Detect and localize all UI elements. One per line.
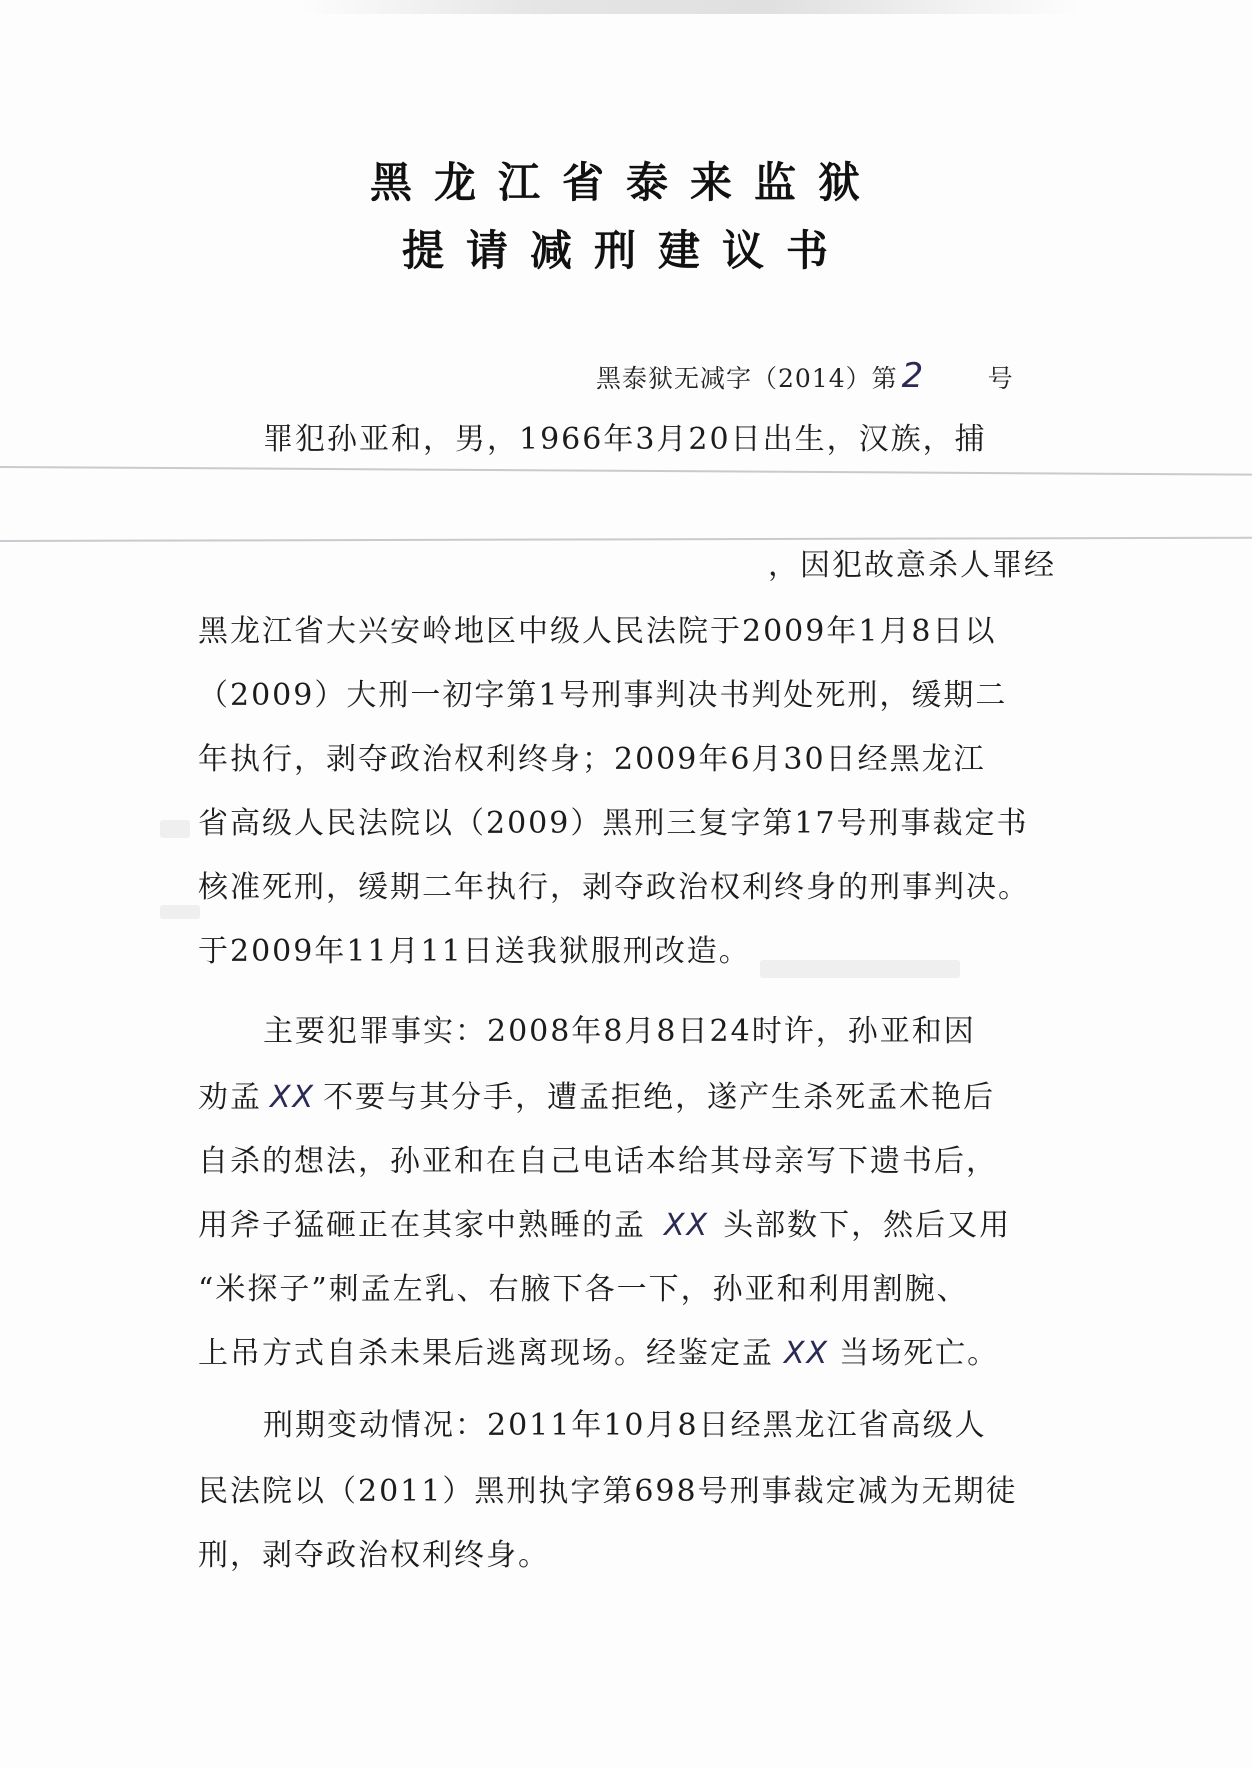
document-title-line1: 黑龙江省泰来监狱 bbox=[369, 158, 882, 207]
fold-line bbox=[0, 537, 1252, 542]
document-number-prefix: 黑泰狱无减字（2014）第 bbox=[596, 364, 898, 393]
paragraph-line: 省高级人民法院以（2009）黑刑三复字第17号刑事裁定书 bbox=[198, 806, 1029, 841]
redacted-name-handwritten: XX bbox=[784, 1336, 830, 1371]
facts-line bbox=[198, 1078, 1028, 1118]
facts-text: 头部数下，然后又用 bbox=[723, 1208, 1012, 1243]
facts-line: 主要犯罪事实：2008年8月8日24时许，孙亚和因 bbox=[263, 1014, 976, 1049]
scan-smudge bbox=[160, 820, 190, 838]
facts-text: 上吊方式自杀未果后逃离现场。经鉴定孟 bbox=[198, 1336, 774, 1371]
sentence-change-line: 刑期变动情况：2011年10月8日经黑龙江省高级人 bbox=[263, 1408, 987, 1443]
facts-line bbox=[198, 1206, 1028, 1246]
facts-line bbox=[198, 1334, 1028, 1374]
paragraph-fragment: ，因犯故意杀人罪经 bbox=[768, 548, 1056, 583]
facts-text: 当场死亡。 bbox=[839, 1336, 1000, 1371]
paragraph-intro: 罪犯孙亚和，男，1966年3月20日出生，汉族，捕 bbox=[263, 422, 987, 457]
facts-line: “米探子”刺孟左乳、右腋下各一下，孙亚和利用割腕、 bbox=[198, 1272, 969, 1307]
document-number bbox=[596, 356, 1014, 396]
document-number-handwritten: 2 bbox=[901, 356, 925, 396]
document-number-suffix: 号 bbox=[987, 364, 1014, 393]
paragraph-line: 黑龙江省大兴安岭地区中级人民法院于2009年1月8日以 bbox=[198, 614, 997, 649]
fold-line bbox=[0, 466, 1252, 476]
paragraph-line: 核准死刑，缓期二年执行，剥夺政治权利终身的刑事判决。 bbox=[198, 870, 1030, 905]
facts-text: 不要与其分手，遭孟拒绝，遂产生杀死孟术艳后 bbox=[323, 1080, 996, 1115]
paragraph-line: 于2009年11月11日送我狱服刑改造。 bbox=[198, 934, 751, 969]
sentence-change-line: 民法院以（2011）黑刑执字第698号刑事裁定减为无期徒 bbox=[198, 1474, 1018, 1509]
redacted-name-handwritten: XX bbox=[270, 1080, 316, 1115]
document-title-line2: 提请减刑建议书 bbox=[401, 226, 850, 275]
facts-text: 用斧子猛砸正在其家中熟睡的孟 bbox=[198, 1208, 646, 1243]
facts-text: 劝孟 bbox=[198, 1080, 262, 1115]
scan-artifact-top bbox=[300, 0, 1080, 14]
paragraph-line: （2009）大刑一初字第1号刑事判决书判处死刑，缓期二 bbox=[198, 678, 1008, 713]
redacted-name-handwritten: XX bbox=[664, 1208, 710, 1243]
paragraph-line: 年执行，剥夺政治权利终身；2009年6月30日经黑龙江 bbox=[198, 742, 986, 777]
sentence-change-line: 刑，剥夺政治权利终身。 bbox=[198, 1538, 550, 1573]
scan-smudge bbox=[160, 905, 200, 919]
facts-line: 自杀的想法，孙亚和在自己电话本给其母亲写下遗书后， bbox=[198, 1144, 998, 1179]
